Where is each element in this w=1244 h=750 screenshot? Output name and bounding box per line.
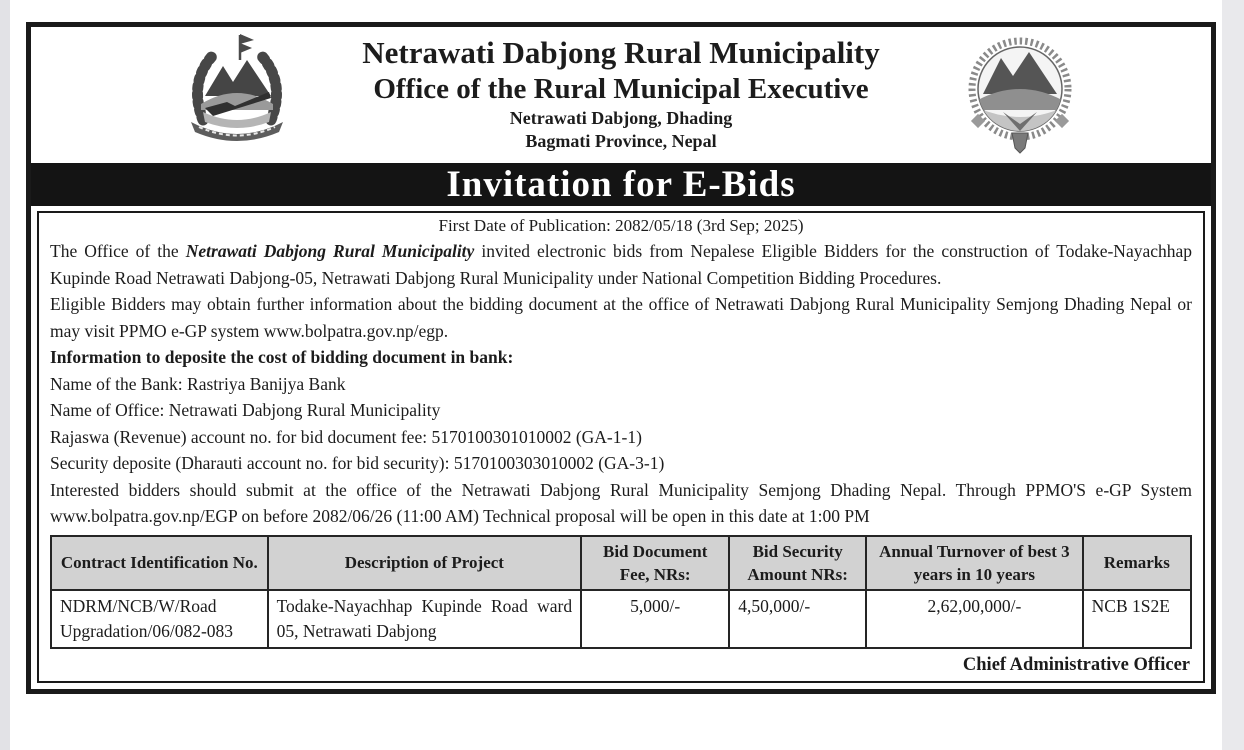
publication-date-line: First Date of Publication: 2082/05/18 (3rd Sep; 2025) (438, 216, 804, 235)
scan-edge-left (0, 0, 10, 750)
province-line: Bagmati Province, Nepal (525, 131, 717, 151)
cell-contract-id: NDRM/NCB/W/Road Upgradation/06/082-083 (51, 590, 268, 648)
table-header-row (51, 536, 1191, 590)
signatory-line: Chief Administrative Officer (962, 654, 1190, 675)
table-row (51, 590, 1191, 648)
municipality-title: Netrawati Dabjong Rural Municipality (362, 35, 880, 70)
district-line: Netrawati Dabjong, Dhading (509, 108, 733, 128)
cell-remarks: NCB 1S2E (1083, 590, 1191, 648)
cell-annual-turnover: 2,62,00,000/- (866, 590, 1083, 648)
cell-bid-security: 4,50,000/- (729, 590, 866, 648)
office-name-line: Name of Office: Netrawati Dabjong Rural Municipality (50, 400, 441, 420)
cell-bid-document-fee: 5,000/- (581, 590, 729, 648)
office-title: Office of the Rural Municipal Executive (373, 73, 869, 105)
col-remarks: Remarks (1083, 536, 1191, 590)
invitation-banner: Invitation for E-Bids (31, 163, 1211, 206)
intro-paragraph (50, 238, 1192, 291)
col-bid-document-fee: Bid Document Fee, NRs: (581, 536, 729, 590)
bank-info-heading: Information to deposite the cost of bidding document in bank: (50, 347, 514, 367)
nepal-emblem-icon (183, 32, 291, 149)
cell-description: Todake-Nayachhap Kupinde Road ward 05, Netrawati Dabjong (268, 590, 582, 648)
col-annual-turnover: Annual Turnover of best 3 years in 10 years (866, 536, 1083, 590)
intro-prefix: The Office of the (50, 241, 186, 261)
document-header (31, 27, 1211, 163)
col-bid-security: Bid Security Amount NRs: (729, 536, 866, 590)
intro-suffix: invited electronic bids from Nepalese Eligible Bidders for the construction of Todake-Nayachhap Kupinde Road Netrawati Dabjong-05, Netrawati Dabjong Rural Municipality under National Competition Bidding Procedures. (50, 241, 1193, 288)
security-deposit-line: Security deposite (Dharauti account no. for bid security): 5170100303010002 (GA-3-1) (50, 453, 665, 473)
intro-emphasis: Netrawati Dabjong Rural Municipality (185, 241, 475, 261)
bank-name-line: Name of the Bank: Rastriya Banijya Bank (50, 373, 346, 394)
municipality-seal-icon (967, 32, 1073, 159)
notice-content (37, 211, 1205, 683)
scan-edge-right (1222, 0, 1244, 750)
bid-table (50, 535, 1192, 649)
bid-notice-document (26, 22, 1216, 694)
revenue-account-line: Rajaswa (Revenue) account no. for bid document fee: 5170100301010002 (GA-1-1) (50, 426, 642, 447)
col-description: Description of Project (268, 536, 582, 590)
submission-paragraph: Interested bidders should submit at the office of the Netrawati Dabjong Rural Municipality Semjong Dhading Nepal. Through PPMO'S e-GP System www.bolpatra.gov.np/EGP on before 2082/06/26 (11:00 AM) Technical proposal will be open in this date at 1:00 PM (50, 479, 1192, 526)
information-paragraph: Eligible Bidders may obtain further information about the bidding document at the office of Netrawati Dabjong Rural Municipality Semjong Dhading Nepal or may visit PPMO e-GP system www.bolpatra.gov.np/egp. (50, 294, 1192, 341)
col-contract-id: Contract Identification No. (51, 536, 268, 590)
